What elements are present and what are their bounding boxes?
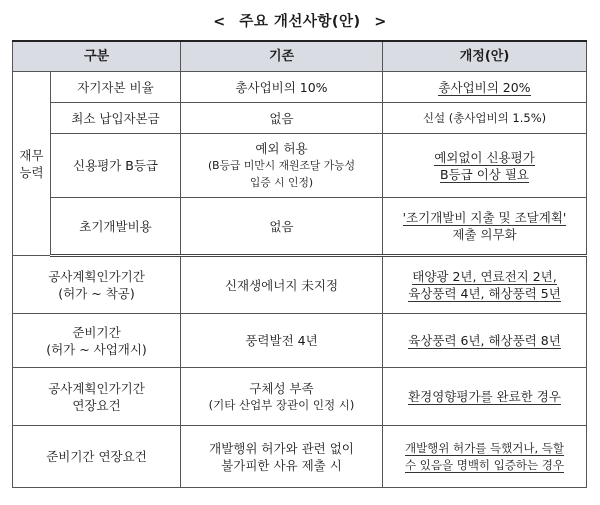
label-line: 준비기간 <box>72 324 121 340</box>
title-text: 주요 개선사항(안) <box>239 14 361 30</box>
table-row <box>13 198 587 256</box>
after-line: B등급 이상 필요 <box>440 166 529 182</box>
row-after <box>383 72 587 103</box>
table-row <box>13 72 587 103</box>
header-before: 기존 <box>181 41 383 72</box>
row-after <box>383 314 587 368</box>
row-label <box>13 426 181 488</box>
label-line: 공사계획인가기간 <box>48 269 145 284</box>
row-label: 최소 납입자본금 <box>51 103 181 134</box>
after-line: 총사업비의 20% <box>438 79 531 95</box>
header-after: 개정(안) <box>383 41 587 72</box>
before-line: 신재생에너지 未지정 <box>224 277 339 293</box>
row-after <box>383 103 587 134</box>
title-right-bracket: > <box>374 14 387 30</box>
row-label: 자기자본 비율 <box>51 72 181 103</box>
after-line: 개발행위 허가를 득했거나, 득할 <box>404 440 565 455</box>
before-line: (기타 산업부 장관이 인정 시) <box>208 397 355 412</box>
after-line: 신설 (총사업비의 1.5%) <box>422 110 547 125</box>
table-row <box>13 368 587 426</box>
row-before <box>181 103 383 134</box>
before-line: (B등급 미만시 재원조달 가능성 <box>207 159 356 172</box>
row-after <box>383 134 587 198</box>
after-line: 제출 의무화 <box>452 227 517 242</box>
row-after <box>383 368 587 426</box>
table-row <box>13 314 587 368</box>
row-label: 초기개발비용 <box>51 198 181 256</box>
row-after <box>383 256 587 314</box>
label-line: 연장요건 <box>72 397 121 413</box>
row-label: 신용평가 B등급 <box>51 134 181 198</box>
after-line: 육상풍력 4년, 해상풍력 5년 <box>408 286 561 301</box>
document-title <box>0 10 600 31</box>
row-label <box>13 314 181 368</box>
row-before <box>181 256 383 314</box>
row-after <box>383 426 587 488</box>
finance-group-label <box>13 72 51 256</box>
row-before <box>181 198 383 256</box>
before-line: 구체성 부족 <box>249 380 314 396</box>
after-line: 수 있음을 명백히 입증하는 경우 <box>404 457 565 472</box>
header-category: 구분 <box>13 41 181 72</box>
before-line: 불가피한 사유 제출 시 <box>221 457 342 473</box>
after-line: 예외없이 신용평가 <box>434 149 535 165</box>
table-row <box>13 256 587 314</box>
row-before <box>181 314 383 368</box>
row-before <box>181 426 383 488</box>
row-before <box>181 72 383 103</box>
before-line: 없음 <box>269 218 294 234</box>
label-line: 준비기간 연장요건 <box>46 449 147 464</box>
row-before <box>181 134 383 198</box>
row-label <box>13 256 181 314</box>
before-line: 없음 <box>269 110 294 126</box>
after-line: '조기개발비 지출 및 조달계획' <box>402 210 567 225</box>
before-line: 풍력발전 4년 <box>245 333 318 348</box>
table-row <box>13 134 587 198</box>
title-left-bracket: < <box>213 14 226 30</box>
before-line: 총사업비의 10% <box>235 79 328 95</box>
row-label <box>13 368 181 426</box>
before-line: 개발행위 허가와 관련 없이 <box>209 440 354 456</box>
label-line: (허가 ~ 사업개시) <box>46 341 147 357</box>
table-header-row <box>13 41 587 72</box>
label-line: (허가 ~ 착공) <box>58 286 135 301</box>
row-after <box>383 198 587 256</box>
table-row <box>13 426 587 488</box>
after-line: 태양광 2년, 연료전지 2년, <box>412 269 557 284</box>
before-line: 입증 시 인정) <box>249 176 314 189</box>
after-line: 육상풍력 6년, 해상풍력 8년 <box>408 333 561 348</box>
label-line: 공사계획인가기간 <box>48 380 145 396</box>
improvements-table <box>12 40 587 488</box>
finance-group-text: 재무 능력 <box>19 147 44 180</box>
after-line: 환경영향평가를 완료한 경우 <box>408 389 561 404</box>
row-before <box>181 368 383 426</box>
before-line: 예외 허용 <box>255 141 308 156</box>
table-row <box>13 103 587 134</box>
